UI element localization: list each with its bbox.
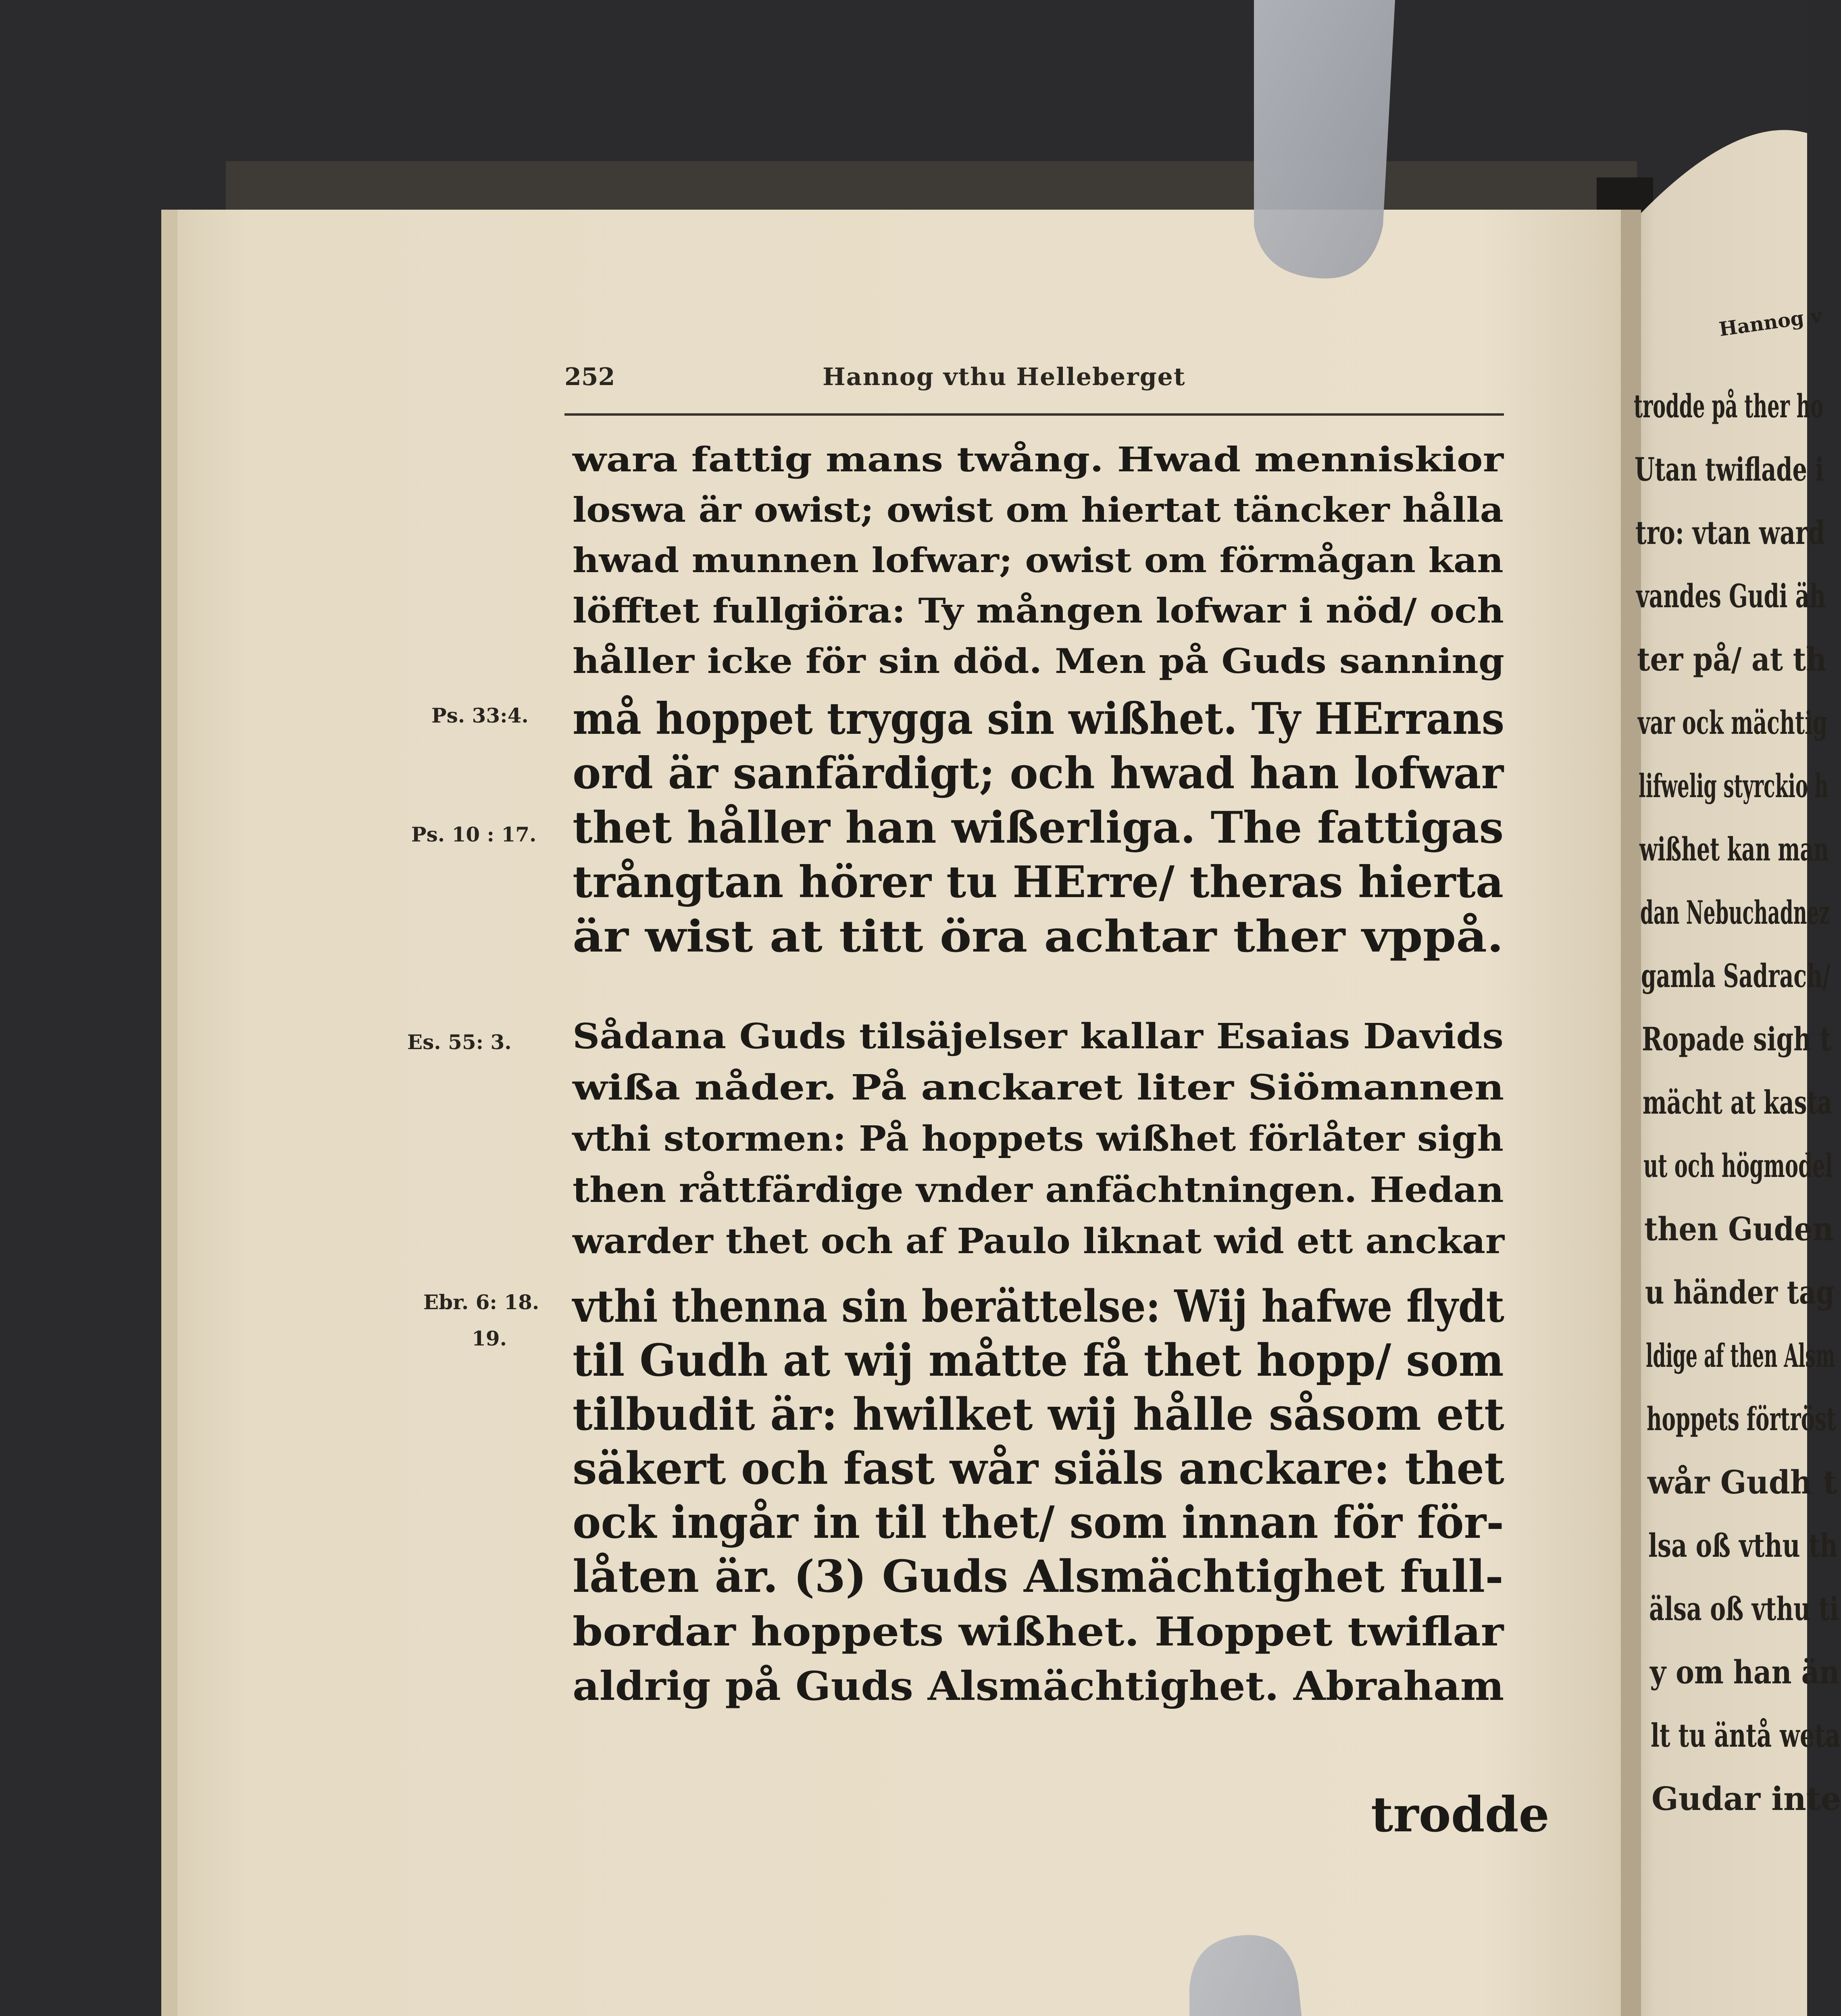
text-line: löfftet fullgiöra: Ty mången lofwar i nöd/ och bbox=[573, 591, 1504, 631]
text-line: trångtan hörer tu HErre/ theras hierta bbox=[573, 857, 1504, 908]
facing-text-line: ldige af then Alsm bbox=[1646, 1337, 1835, 1375]
catchword: trodde bbox=[1371, 1786, 1549, 1843]
facing-text-line: hoppets förtröst bbox=[1647, 1400, 1836, 1438]
facing-text-line: älsa oß vthu ti bbox=[1649, 1590, 1839, 1628]
facing-text-line: gamla Sadrach/ bbox=[1641, 957, 1831, 995]
text-line: hwad munnen lofwar; owist om förmågan kan bbox=[573, 540, 1504, 580]
facing-text-line: Utan twiflade i bbox=[1635, 450, 1824, 488]
facing-text-line: y om han än bbox=[1650, 1653, 1840, 1691]
text-line: må hoppet trygga sin wißhet. Ty HErrans bbox=[573, 694, 1505, 744]
facing-text-line: vandes Gudi äh bbox=[1636, 577, 1826, 615]
text-line: wara fattig mans twång. Hwad menniskior bbox=[573, 439, 1504, 479]
text-line: then råttfärdige vnder anfächtningen. Hedan bbox=[573, 1170, 1504, 1210]
facing-text-line: wißhet kan man bbox=[1639, 830, 1829, 868]
facing-text-line: ter på/ at th bbox=[1637, 640, 1827, 678]
margin-note-es-55: Es. 55: 3. bbox=[407, 1030, 512, 1054]
margin-note-ebr-6: Ebr. 6: 18. bbox=[423, 1290, 539, 1314]
facing-text-line: wår Gudh t bbox=[1647, 1463, 1837, 1501]
text-line: låten är. (3) Guds Alsmächtighet full- bbox=[573, 1550, 1504, 1602]
text-line: wißa nåder. På anckaret liter Siömannen bbox=[573, 1067, 1504, 1108]
facing-text-line: then Guden bbox=[1644, 1210, 1834, 1248]
facing-text-line: Gudar inte bbox=[1651, 1780, 1841, 1818]
text-line: warder thet och af Paulo liknat wid ett anckar bbox=[573, 1221, 1505, 1262]
margin-note-19: 19. bbox=[472, 1327, 507, 1350]
text-line: vthi stormen: På hoppets wißhet förlåter sigh bbox=[573, 1118, 1504, 1159]
facing-text-line: lifwelig styrckio h bbox=[1639, 767, 1829, 805]
text-line: til Gudh at wij måtte få thet hopp/ som bbox=[573, 1334, 1504, 1386]
facing-text-line: lsa oß vthu th bbox=[1648, 1527, 1838, 1564]
text-line: loswa är owist; owist om hiertat täncker hålla bbox=[573, 490, 1504, 530]
text-line: är wist at titt öra achtar ther vppå. bbox=[573, 911, 1504, 962]
running-head-title: Hannog vthu Helleberget bbox=[823, 363, 1186, 391]
margin-note-ps-33: Ps. 33:4. bbox=[431, 704, 529, 727]
text-line: tilbudit är: hwilket wij hålle såsom ett bbox=[573, 1388, 1504, 1440]
margin-note-ps-10: Ps. 10 : 17. bbox=[411, 823, 537, 846]
facing-text-line: u händer tag bbox=[1645, 1273, 1835, 1311]
text-line: håller icke för sin död. Men på Guds sanning bbox=[573, 641, 1505, 681]
text-line: säkert och fast wår siäls anckare: thet bbox=[573, 1442, 1504, 1494]
facing-text-line: var ock mächtig bbox=[1638, 704, 1828, 741]
facing-text-line: trodde på ther ho bbox=[1634, 387, 1824, 425]
page-number: 252 bbox=[564, 363, 615, 391]
text-line: aldrig på Guds Alsmächtighet. Abraham bbox=[573, 1663, 1504, 1710]
facing-text-line: dan Nebuchadnez bbox=[1640, 893, 1830, 931]
text-line: ord är sanfärdigt; och hwad han lofwar bbox=[573, 748, 1504, 799]
facing-text-line: mächt at kasta bbox=[1643, 1083, 1833, 1121]
text-line: ock ingår in til thet/ som innan för för- bbox=[573, 1496, 1504, 1548]
text-line: bordar hoppets wißhet. Hoppet twiflar bbox=[573, 1609, 1504, 1655]
facing-text-line: tro: vtan ward bbox=[1635, 514, 1825, 552]
facing-text-line: Ropade sigh t bbox=[1642, 1020, 1831, 1058]
facing-running-head: Hannog v bbox=[1718, 304, 1823, 341]
facing-text-line: ut och högmodel bbox=[1643, 1147, 1833, 1185]
text-line: Sådana Guds tilsäjelser kallar Esaias Davids bbox=[573, 1016, 1504, 1057]
text-line: thet håller han wißerliga. The fattigas bbox=[573, 802, 1504, 853]
text-line: vthi thenna sin berättelse: Wij hafwe flydt bbox=[573, 1280, 1504, 1332]
facing-text-line: lt tu äntå weta bbox=[1651, 1716, 1841, 1754]
